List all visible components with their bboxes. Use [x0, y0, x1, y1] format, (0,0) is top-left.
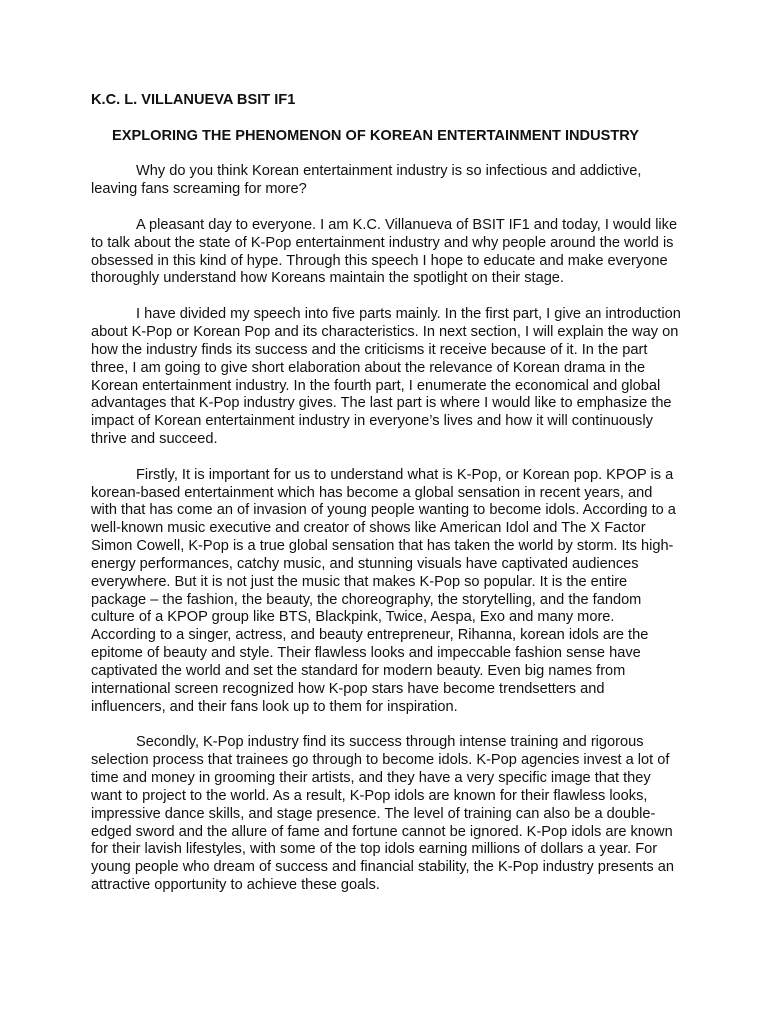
paragraph-firstly: Firstly, It is important for us to understand what is K-Pop, or Korean pop. KPOP is a korean-based entertainment which has become a global sensation in recent years, and with that has come an of invasion of young people wanting to become idols. According to a well-known music executive and creator of shows like American Idol and The X Factor Simon Cowell, K-Pop is a true global sensation that has taken the world by storm. Its high-energy performances, catchy music, and stunning visuals have captivated audiences everywhere. But it is not just the music that makes K-Pop so popular. It is the entire package – the fashion, the beauty, the choreography, the storytelling, and the fandom culture of a KPOP group like BTS, Blackpink, Twice, Aespa, Exo and many more. According to a singer, actress, and beauty entrepreneur, Rihanna, korean idols are the epitome of beauty and style. Their flawless looks and impeccable fashion sense have captivated the world and set the standard for modern beauty. Even big names from international screen recognized how K-pop stars have become trendsetters and influencers, and their fans look up to them for inspiration. [91, 466, 676, 715]
paragraph-secondly: Secondly, K-Pop industry find its success through intense training and rigorous selection process that trainees go through to become idols. K-Pop agencies invest a lot of time and money in grooming their artists, and they have a very specific image that they want to project to the world. As a result, K-Pop idols are known for their flawless looks, impressive dance skills, and stage presence. The level of training can also be a double-edged sword and the allure of fame and fortune cannot be ignored. K-Pop idols are known for their lavish lifestyles, with some of the top idols earning millions of dollars a year. For young people who dream of success and financial stability, the K-Pop industry presents an attractive opportunity to achieve these goals. [91, 734, 675, 894]
paragraph-outline: I have divided my speech into five parts mainly. In the first part, I give an introduction about K-Pop or Korean Pop and its characteristics. In next section, I will explain the way on how the industry finds its success and the criticisms it receive because of it. In the part three, I am going to give short elaboration about the relevance of Korean drama in the Korean entertainment industry. In the fourth part, I enumerate the economical and global advantages that K-Pop industry gives. The last part is where I would like to emphasize the impact of Korean entertainment industry in everyone’s lives and how it will continuously thrive and succeed. [91, 306, 681, 448]
author-line: K.C. L. VILLANUEVA BSIT IF1 [91, 92, 296, 108]
document-page [91, 92, 681, 913]
document-title: EXPLORING THE PHENOMENON OF KOREAN ENTERTAINMENT INDUSTRY [112, 127, 640, 144]
paragraph-introduction: A pleasant day to everyone. I am K.C. Villanueva of BSIT IF1 and today, I would like to talk about the state of K-Pop entertainment industry and why people around the world is obsessed in this kind of hype. Through this speech I hope to educate and make everyone thoroughly understand how Koreans maintain the spotlight on their stage. [91, 216, 678, 287]
paragraph-question: Why do you think Korean entertainment industry is so infectious and addictive, leaving fans screaming for more? [91, 163, 642, 198]
